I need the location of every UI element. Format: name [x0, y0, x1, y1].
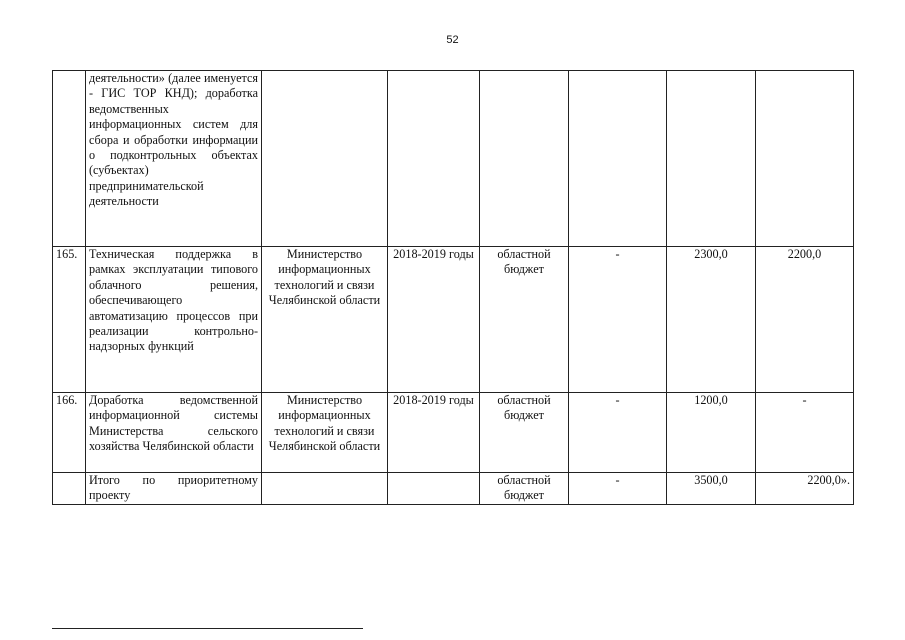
amount-cell: -: [569, 473, 667, 505]
executor-cell: [262, 71, 388, 247]
period-cell: [388, 473, 480, 505]
amount-cell: 3500,0: [667, 473, 756, 505]
table-row: [53, 247, 854, 393]
table-row: [53, 393, 854, 473]
period-cell: 2018-2019 годы: [388, 393, 480, 473]
row-number: 165.: [53, 247, 86, 393]
executor-cell: Министерство информационных технологий и связи Челябинской области: [262, 393, 388, 473]
executor-cell: Министерство информационных технологий и связи Челябинской области: [262, 247, 388, 393]
footnote-separator: [52, 628, 363, 629]
funding-source-cell: [480, 71, 569, 247]
amount-cell: [667, 71, 756, 247]
row-number: [53, 71, 86, 247]
amount-cell: 2300,0: [667, 247, 756, 393]
page-number: 52: [446, 34, 459, 46]
amount-cell: -: [569, 393, 667, 473]
activity-description: Итого по приоритетному проекту: [86, 473, 262, 505]
period-cell: [388, 71, 480, 247]
activity-description: Доработка ведомственной информационной системы Министерства сельского хозяйства Челябинской области: [86, 393, 262, 473]
period-cell: 2018-2019 годы: [388, 247, 480, 393]
row-number: [53, 473, 86, 505]
program-activities-table: [52, 70, 854, 505]
executor-cell: [262, 473, 388, 505]
amount-cell: -: [756, 393, 854, 473]
amount-cell: 1200,0: [667, 393, 756, 473]
funding-source-cell: областной бюджет: [480, 473, 569, 505]
amount-cell: [756, 71, 854, 247]
activity-description: деятельности» (далее именуется - ГИС ТОР КНД); доработка ведомственных информационных систем для сбора и обработки информации о подконтрольных объектах (субъектах) предпринимательской деятельности: [86, 71, 262, 247]
funding-source-cell: областной бюджет: [480, 393, 569, 473]
table-row: [53, 473, 854, 505]
amount-cell: 2200,0: [756, 247, 854, 393]
amount-cell: -: [569, 247, 667, 393]
funding-source-cell: областной бюджет: [480, 247, 569, 393]
table-row: [53, 71, 854, 247]
row-number: 166.: [53, 393, 86, 473]
amount-cell: 2200,0».: [756, 473, 854, 505]
amount-cell: [569, 71, 667, 247]
activity-description: Техническая поддержка в рамках эксплуатации типового облачного решения, обеспечивающего автоматизацию процессов при реализации контрольно-надзорных функций: [86, 247, 262, 393]
